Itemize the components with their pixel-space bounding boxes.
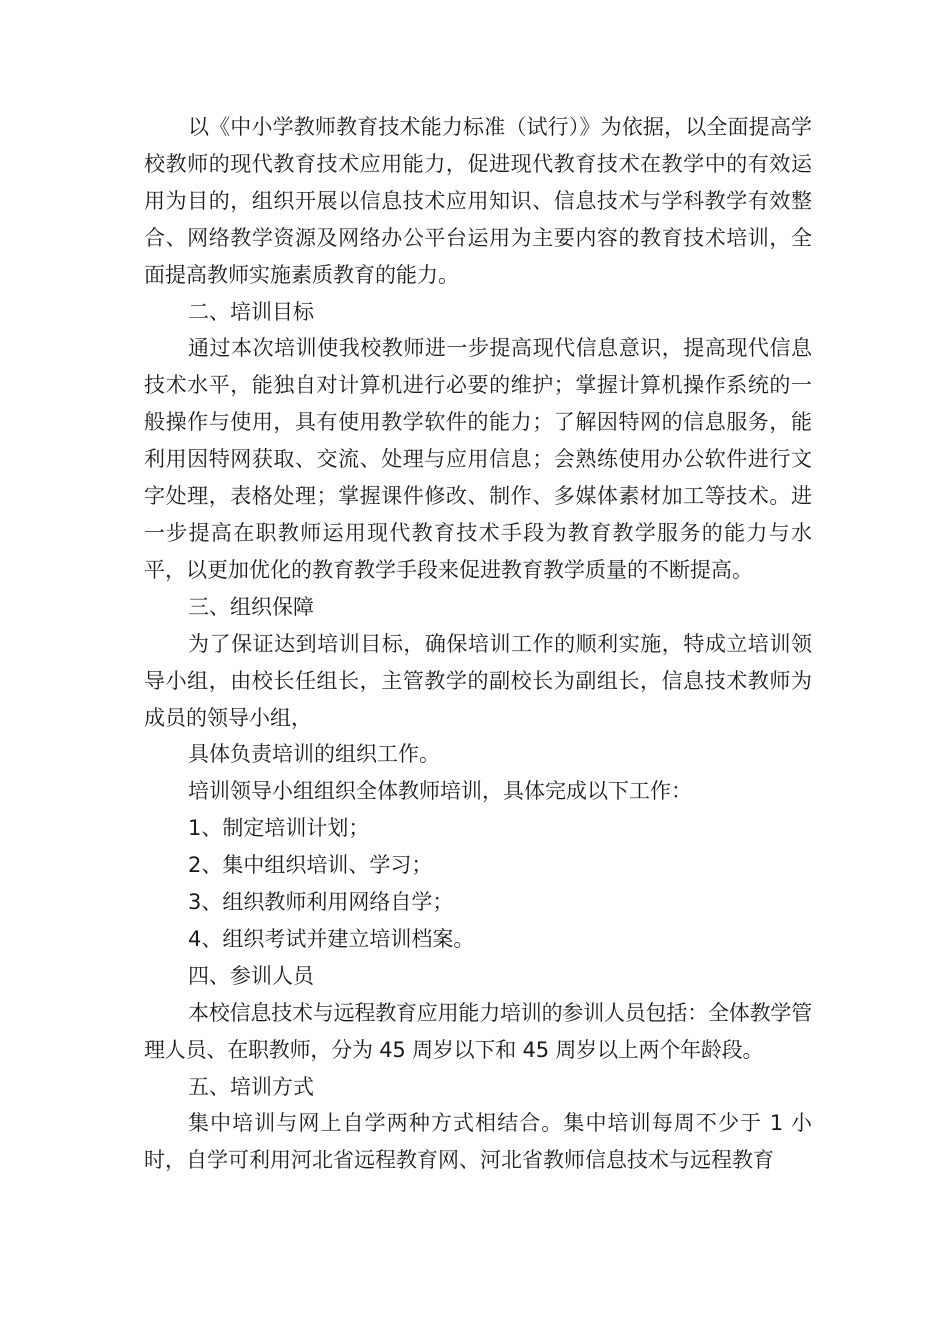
- heading-training-goals: 二、培训目标: [188, 299, 314, 324]
- list-item-3: 3、组织教师利用网络自学；: [188, 890, 454, 915]
- list-item-2: 2、集中组织培训、学习；: [188, 853, 433, 878]
- heading-organization: 三、组织保障: [188, 594, 314, 619]
- heading-participants: 四、参训人员: [188, 963, 314, 988]
- list-item-1: 1、制定培训计划；: [188, 816, 370, 841]
- paragraph-intro: 以《中小学教师教育技术能力标准（试行）》为依据，以全面提高学校教师的现代教育技术应用能力，促进现代教育技术在教学中的有效运用为目的，组织开展以信息技术应用知识、信息技术与学科教学有效整合、网络教学资源及网络办公平台运用为主要内容的教育技术培训，全面提高教师实施素质教育的能力。: [144, 115, 812, 287]
- paragraph-training-goals: 通过本次培训使我校教师进一步提高现代信息意识，提高现代信息技术水平，能独自对计算机进行必要的维护；掌握计算机操作系统的一般操作与使用，具有使用教学软件的能力；了解因特网的信息服务，能利用因特网获取、交流、处理与应用信息；会熟练使用办公软件进行文字处理，表格处理；掌握课件修改、制作、多媒体素材加工等技术。进一步提高在职教师运用现代教育技术手段为教育教学服务的能力与水平，以更加优化的教育教学手段来促进教育教学质量的不断提高。: [144, 336, 812, 582]
- paragraph-organization-duty: 具体负责培训的组织工作。: [188, 742, 440, 767]
- paragraph-work-list-intro: 培训领导小组组织全体教师培训，具体完成以下工作：: [188, 779, 692, 804]
- document-body: [144, 109, 812, 1179]
- paragraph-organization: 为了保证达到培训目标，确保培训工作的顺利实施，特成立培训领导小组，由校长任组长，主管教学的副校长为副组长，信息技术教师为成员的领导小组，: [144, 631, 812, 730]
- paragraph-participants: 本校信息技术与远程教育应用能力培训的参训人员包括：全体教学管理人员、在职教师，分为 45 周岁以下和 45 周岁以上两个年龄段。: [144, 1000, 812, 1062]
- paragraph-training-method: 集中培训与网上自学两种方式相结合。集中培训每周不少于 1 小时，自学可利用河北省远程教育网、河北省教师信息技术与远程教育: [144, 1111, 812, 1173]
- list-item-4: 4、组织考试并建立培训档案。: [188, 926, 475, 951]
- heading-training-method: 五、培训方式: [188, 1074, 314, 1099]
